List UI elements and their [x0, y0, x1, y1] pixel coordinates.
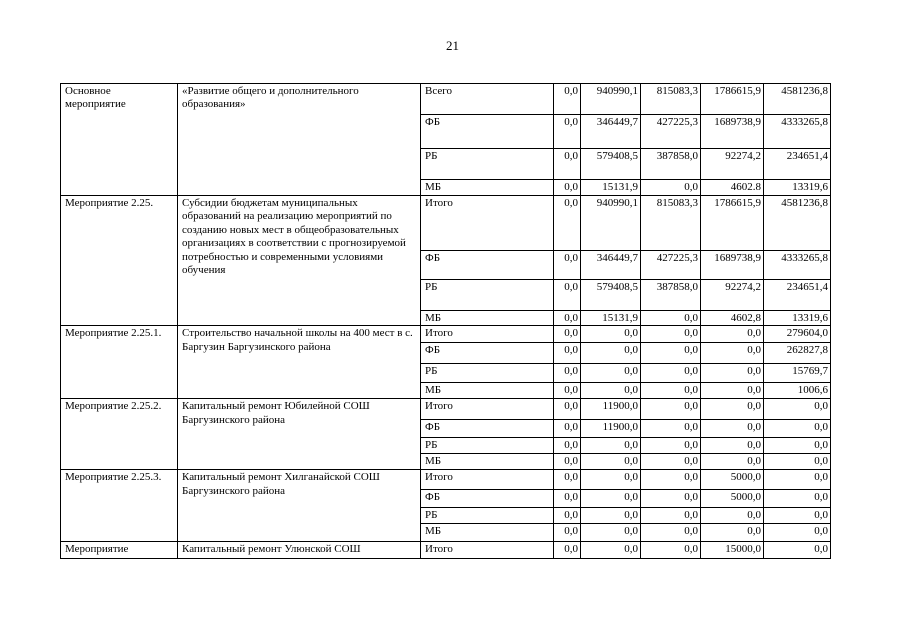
- value-cell: 0,0: [554, 470, 581, 490]
- value-cell: 0,0: [764, 490, 831, 508]
- value-cell: 0,0: [554, 311, 581, 326]
- value-cell: 0,0: [641, 438, 701, 454]
- name-cell: Капитальный ремонт Хилганайской СОШ Баргузинского района: [178, 470, 421, 542]
- name-cell: Капитальный ремонт Улюнской СОШ: [178, 542, 421, 559]
- value-cell: 0,0: [641, 311, 701, 326]
- source-cell: ФБ: [421, 115, 554, 149]
- value-cell: 0,0: [641, 180, 701, 196]
- value-cell: 0,0: [554, 196, 581, 251]
- value-cell: 1006,6: [764, 383, 831, 399]
- value-cell: 0,0: [581, 490, 641, 508]
- source-cell: Итого: [421, 470, 554, 490]
- value-cell: 15131,9: [581, 180, 641, 196]
- activity-cell: Мероприятие 2.25.3.: [61, 470, 178, 542]
- value-cell: 4602,8: [701, 311, 764, 326]
- source-cell: Всего: [421, 84, 554, 115]
- page-number: 21: [446, 38, 459, 53]
- activity-cell: Основное мероприятие: [61, 84, 178, 196]
- value-cell: 579408,5: [581, 280, 641, 311]
- value-cell: 1689738,9: [701, 115, 764, 149]
- source-cell: Итого: [421, 542, 554, 559]
- value-cell: 0,0: [641, 524, 701, 542]
- activity-cell: Мероприятие 2.25.: [61, 196, 178, 326]
- table-row: [61, 196, 831, 251]
- value-cell: 4581236,8: [764, 84, 831, 115]
- value-cell: 815083,3: [641, 196, 701, 251]
- name-cell: «Развитие общего и дополнительного образования»: [178, 84, 421, 196]
- value-cell: 0,0: [764, 438, 831, 454]
- value-cell: 0,0: [641, 383, 701, 399]
- value-cell: 262827,8: [764, 343, 831, 364]
- value-cell: 0,0: [554, 180, 581, 196]
- value-cell: 0,0: [554, 115, 581, 149]
- activity-cell: Мероприятие 2.25.1.: [61, 326, 178, 399]
- source-cell: РБ: [421, 364, 554, 383]
- value-cell: 4581236,8: [764, 196, 831, 251]
- value-cell: 427225,3: [641, 251, 701, 280]
- value-cell: 0,0: [581, 542, 641, 559]
- source-cell: ФБ: [421, 420, 554, 438]
- value-cell: 0,0: [641, 542, 701, 559]
- value-cell: 0,0: [701, 454, 764, 470]
- value-cell: 0,0: [701, 364, 764, 383]
- value-cell: 0,0: [764, 420, 831, 438]
- value-cell: 279604,0: [764, 326, 831, 343]
- source-cell: РБ: [421, 280, 554, 311]
- value-cell: 0,0: [554, 149, 581, 180]
- value-cell: 0,0: [701, 399, 764, 420]
- value-cell: 13319,6: [764, 311, 831, 326]
- value-cell: 0,0: [554, 438, 581, 454]
- value-cell: 5000,0: [701, 490, 764, 508]
- value-cell: 0,0: [641, 399, 701, 420]
- value-cell: 579408,5: [581, 149, 641, 180]
- source-cell: МБ: [421, 454, 554, 470]
- value-cell: 1786615,9: [701, 84, 764, 115]
- source-cell: РБ: [421, 149, 554, 180]
- value-cell: 0,0: [554, 326, 581, 343]
- value-cell: 0,0: [581, 438, 641, 454]
- budget-table: [60, 83, 831, 559]
- value-cell: 0,0: [641, 470, 701, 490]
- value-cell: 4602.8: [701, 180, 764, 196]
- value-cell: 15000,0: [701, 542, 764, 559]
- value-cell: 387858,0: [641, 280, 701, 311]
- value-cell: 15131,9: [581, 311, 641, 326]
- value-cell: 0,0: [554, 490, 581, 508]
- table-row: [61, 542, 831, 559]
- value-cell: 0,0: [554, 343, 581, 364]
- value-cell: 1786615,9: [701, 196, 764, 251]
- activity-cell: Мероприятие: [61, 542, 178, 559]
- value-cell: 11900,0: [581, 399, 641, 420]
- name-cell: Субсидии бюджетам муниципальных образований на реализацию мероприятий по созданию новых мест в общеобразовательных организациях в соответствии с прогнозируемой потребностью и современными условиями обучения: [178, 196, 421, 326]
- value-cell: 1689738,9: [701, 251, 764, 280]
- value-cell: 0,0: [581, 508, 641, 524]
- source-cell: ФБ: [421, 343, 554, 364]
- value-cell: 13319,6: [764, 180, 831, 196]
- table-row: [61, 326, 831, 343]
- value-cell: 0,0: [554, 508, 581, 524]
- value-cell: 0,0: [701, 343, 764, 364]
- value-cell: 0,0: [641, 364, 701, 383]
- value-cell: 940990,1: [581, 196, 641, 251]
- value-cell: 0,0: [764, 508, 831, 524]
- source-cell: МБ: [421, 383, 554, 399]
- value-cell: 346449,7: [581, 115, 641, 149]
- value-cell: 0,0: [764, 470, 831, 490]
- value-cell: 0,0: [554, 280, 581, 311]
- value-cell: 815083,3: [641, 84, 701, 115]
- value-cell: 0,0: [581, 364, 641, 383]
- value-cell: 0,0: [641, 454, 701, 470]
- value-cell: 0,0: [554, 454, 581, 470]
- source-cell: РБ: [421, 508, 554, 524]
- source-cell: Итого: [421, 326, 554, 343]
- value-cell: 0,0: [641, 490, 701, 508]
- value-cell: 0,0: [554, 524, 581, 542]
- value-cell: 0,0: [554, 364, 581, 383]
- value-cell: 0,0: [641, 508, 701, 524]
- value-cell: 0,0: [641, 343, 701, 364]
- table-row: [61, 399, 831, 420]
- value-cell: 0,0: [554, 542, 581, 559]
- value-cell: 234651,4: [764, 280, 831, 311]
- value-cell: 0,0: [581, 524, 641, 542]
- value-cell: 0,0: [764, 399, 831, 420]
- source-cell: МБ: [421, 311, 554, 326]
- value-cell: 0,0: [581, 470, 641, 490]
- value-cell: 0,0: [581, 454, 641, 470]
- value-cell: 0,0: [581, 343, 641, 364]
- value-cell: 11900,0: [581, 420, 641, 438]
- value-cell: 0,0: [701, 326, 764, 343]
- value-cell: 0,0: [581, 326, 641, 343]
- value-cell: 940990,1: [581, 84, 641, 115]
- name-cell: Строительство начальной школы на 400 мест в с. Баргузин Баргузинского района: [178, 326, 421, 399]
- source-cell: МБ: [421, 180, 554, 196]
- value-cell: 5000,0: [701, 470, 764, 490]
- value-cell: 0,0: [764, 454, 831, 470]
- source-cell: РБ: [421, 438, 554, 454]
- value-cell: 0,0: [701, 438, 764, 454]
- value-cell: 0,0: [554, 420, 581, 438]
- source-cell: МБ: [421, 524, 554, 542]
- source-cell: Итого: [421, 196, 554, 251]
- source-cell: Итого: [421, 399, 554, 420]
- value-cell: 0,0: [701, 524, 764, 542]
- value-cell: 0,0: [581, 383, 641, 399]
- value-cell: 4333265,8: [764, 251, 831, 280]
- value-cell: 0,0: [554, 383, 581, 399]
- value-cell: 0,0: [554, 399, 581, 420]
- value-cell: 346449,7: [581, 251, 641, 280]
- source-cell: ФБ: [421, 490, 554, 508]
- value-cell: 387858,0: [641, 149, 701, 180]
- name-cell: Капитальный ремонт Юбилейной СОШ Баргузинского района: [178, 399, 421, 470]
- table-row: [61, 470, 831, 490]
- table-row: [61, 84, 831, 115]
- value-cell: 4333265,8: [764, 115, 831, 149]
- value-cell: 234651,4: [764, 149, 831, 180]
- value-cell: 92274,2: [701, 280, 764, 311]
- value-cell: 92274,2: [701, 149, 764, 180]
- activity-cell: Мероприятие 2.25.2.: [61, 399, 178, 470]
- value-cell: 0,0: [701, 420, 764, 438]
- source-cell: ФБ: [421, 251, 554, 280]
- value-cell: 15769,7: [764, 364, 831, 383]
- value-cell: 427225,3: [641, 115, 701, 149]
- value-cell: 0,0: [641, 326, 701, 343]
- value-cell: 0,0: [701, 383, 764, 399]
- value-cell: 0,0: [764, 542, 831, 559]
- value-cell: 0,0: [554, 84, 581, 115]
- value-cell: 0,0: [701, 508, 764, 524]
- value-cell: 0,0: [554, 251, 581, 280]
- value-cell: 0,0: [764, 524, 831, 542]
- value-cell: 0,0: [641, 420, 701, 438]
